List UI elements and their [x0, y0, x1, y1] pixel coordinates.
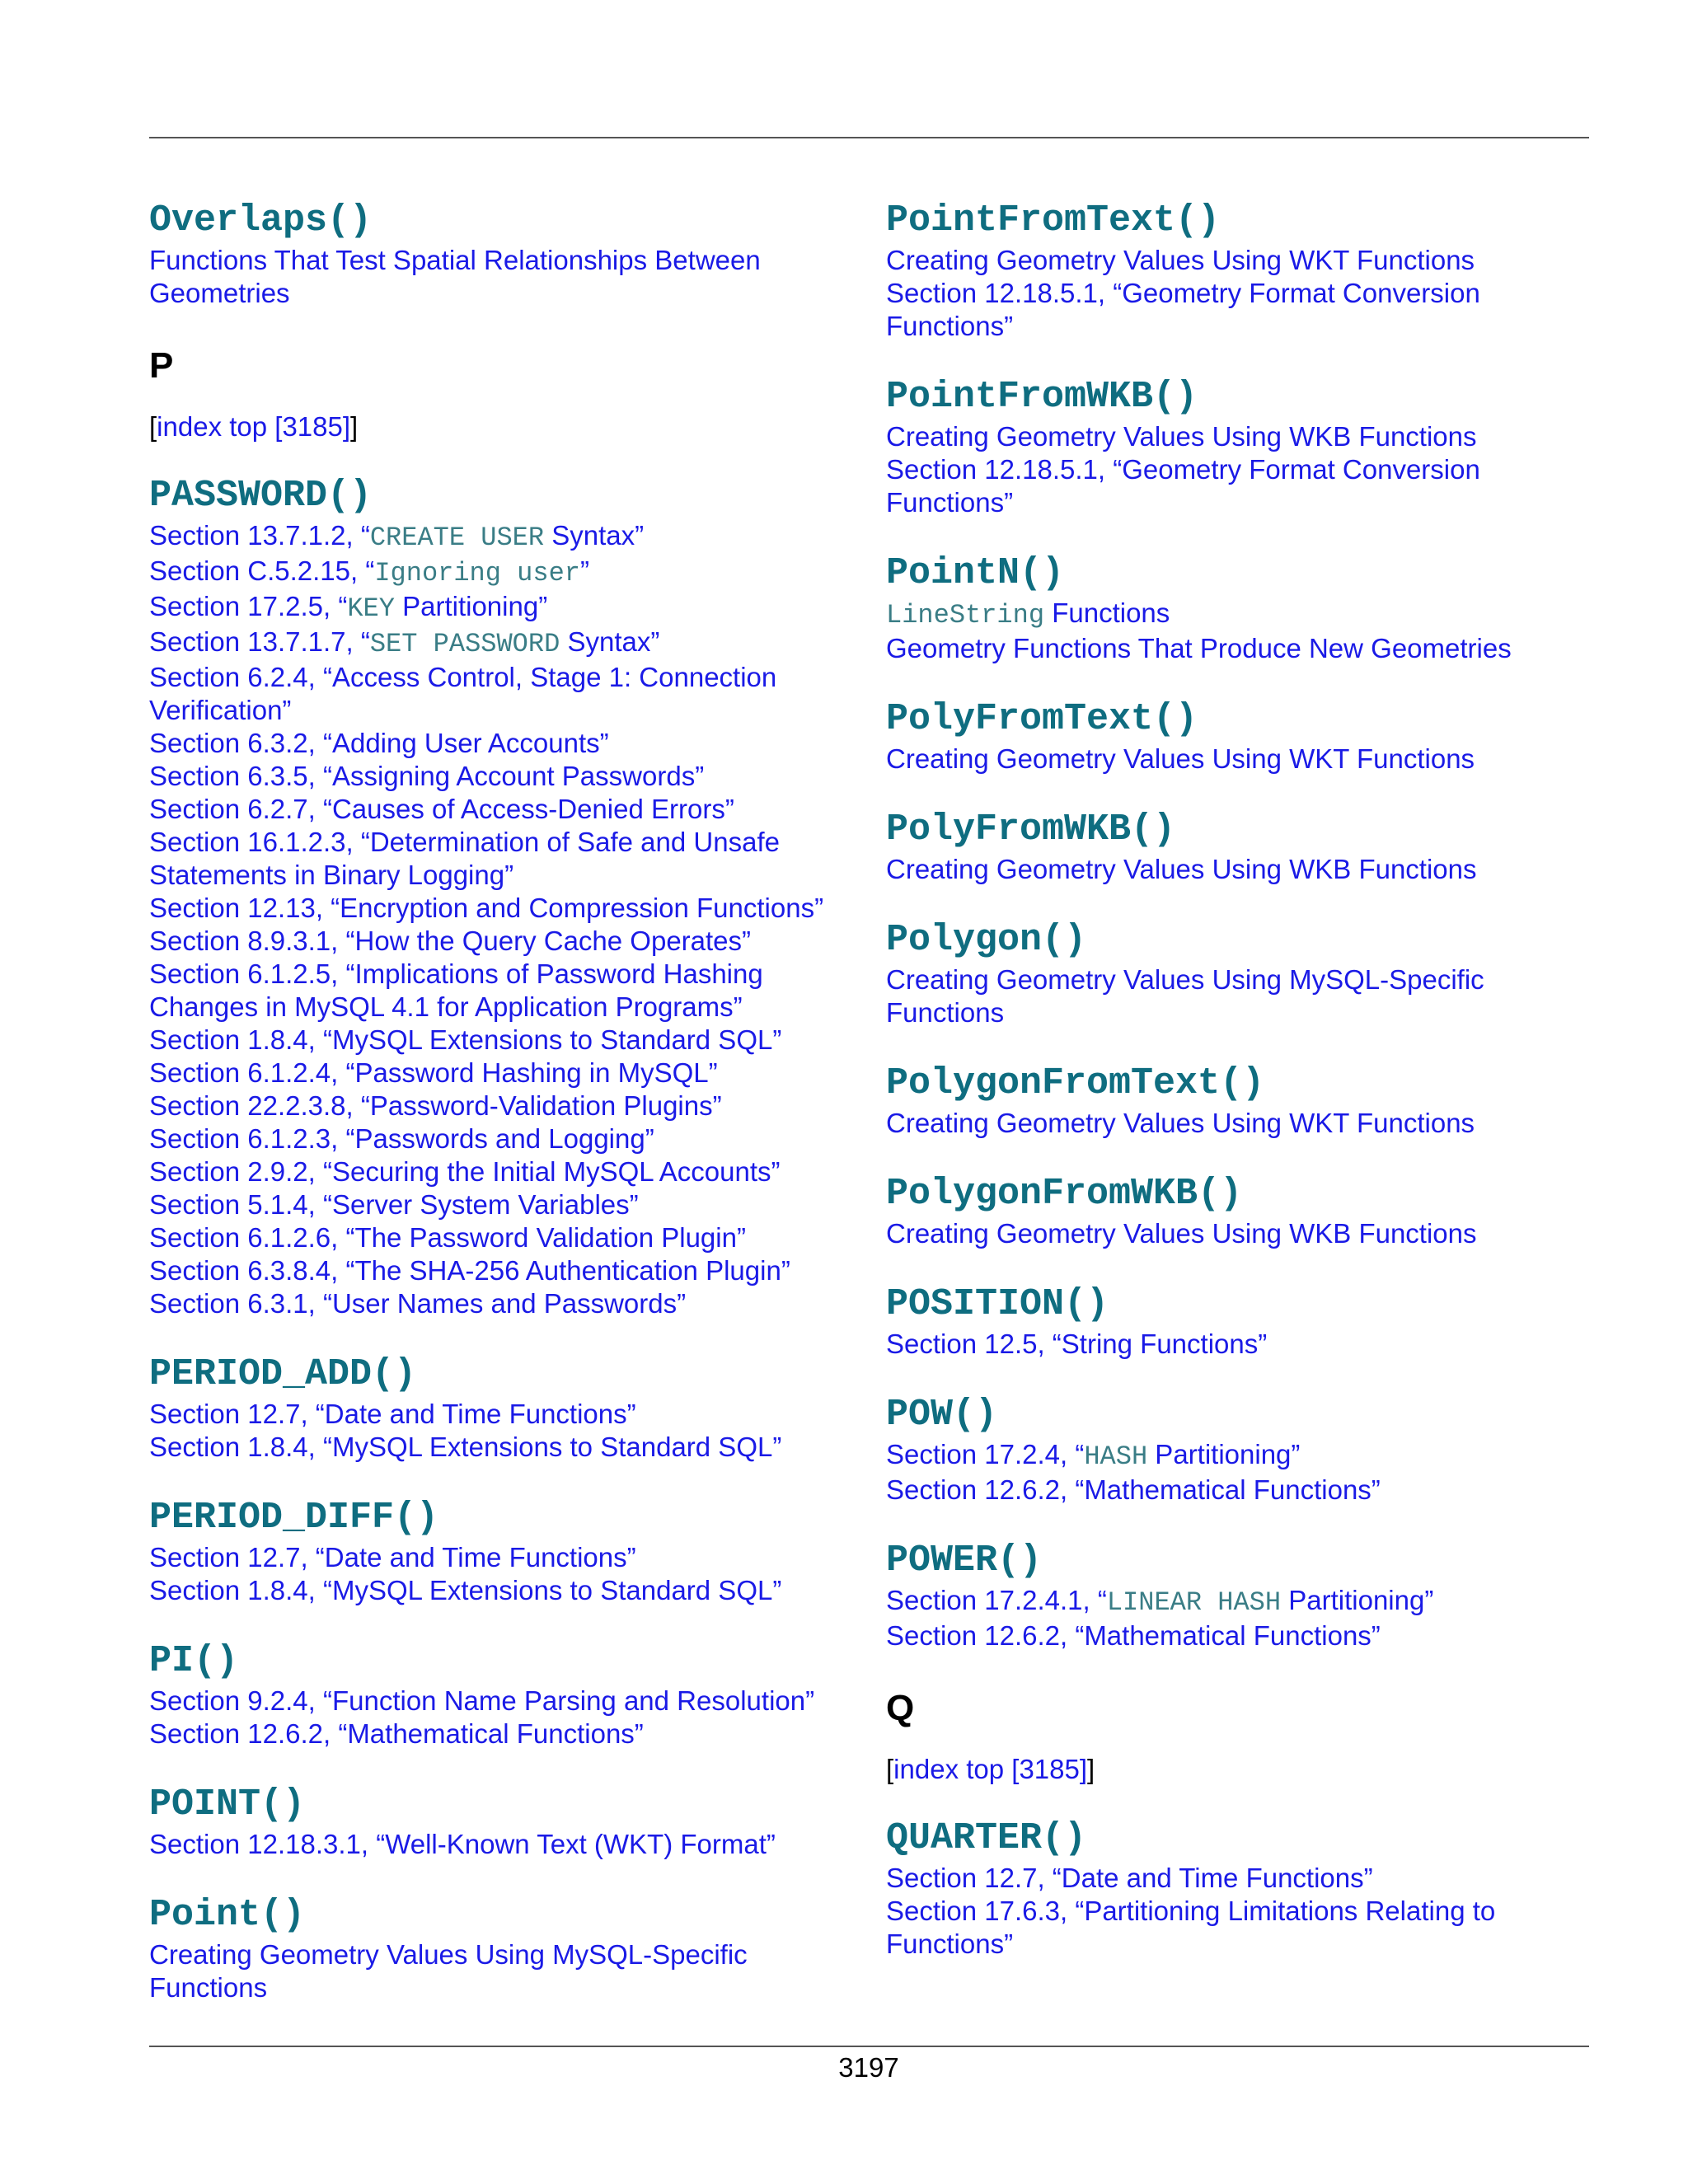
index-ref-link[interactable]: Functions”: [886, 311, 1014, 341]
index-ref-link[interactable]: Section 1.8.4, “MySQL Extensions to Standard SQL”: [149, 1024, 782, 1055]
index-ref-link[interactable]: Creating Geometry Values Using WKT Functions: [886, 245, 1475, 275]
index-ref-link[interactable]: Functions”: [886, 487, 1014, 518]
index-ref-link[interactable]: Functions That Test Spatial Relationships Between: [149, 245, 761, 275]
index-term: PolyFromText(): [886, 698, 1198, 740]
index-entry-point: [149, 1892, 858, 2004]
index-ref-link[interactable]: Section 6.3.2, “Adding User Accounts”: [149, 728, 609, 758]
index-ref-link[interactable]: Section 6.2.7, “Causes of Access-Denied Errors”: [149, 794, 734, 824]
index-ref-link[interactable]: Section 12.7, “Date and Time Functions”: [886, 1863, 1373, 1893]
index-term: PointN(): [886, 552, 1065, 594]
index-ref-link[interactable]: Section 13.7.1.2, “CREATE USER Syntax”: [149, 520, 645, 553]
index-ref-link[interactable]: Creating Geometry Values Using MySQL-Specific: [149, 1939, 748, 1970]
index-column-right: [886, 198, 1611, 1992]
index-ref-link[interactable]: Section 12.6.2, “Mathematical Functions”: [886, 1620, 1381, 1651]
index-ref-link[interactable]: Section 22.2.3.8, “Password-Validation Plugins”: [149, 1090, 722, 1121]
index-entry-power: [886, 1538, 1611, 1652]
index-ref-link[interactable]: Creating Geometry Values Using WKT Functions: [886, 1108, 1475, 1138]
index-ref-link[interactable]: Section 12.5, “String Functions”: [886, 1329, 1268, 1359]
index-top-link[interactable]: index top [3185]: [893, 1754, 1088, 1784]
index-ref-link[interactable]: Geometry Functions That Produce New Geometries: [886, 633, 1512, 663]
index-entry-position: [886, 1282, 1611, 1361]
index-ref-link[interactable]: Section 1.8.4, “MySQL Extensions to Standard SQL”: [149, 1432, 782, 1462]
index-term: PASSWORD(): [149, 475, 373, 517]
index-ref-link[interactable]: Section 6.3.1, “User Names and Passwords”: [149, 1288, 687, 1319]
index-ref-link[interactable]: Section 12.18.5.1, “Geometry Format Conversion: [886, 278, 1480, 308]
index-ref-link[interactable]: Section 16.1.2.3, “Determination of Safe and Unsafe: [149, 827, 780, 857]
index-ref-link[interactable]: Section 17.2.4.1, “LINEAR HASH Partitioning”: [886, 1585, 1434, 1618]
index-ref-link[interactable]: Section 17.2.4, “HASH Partitioning”: [886, 1439, 1301, 1472]
index-entry-period-add: [149, 1352, 858, 1464]
index-term: POWER(): [886, 1540, 1043, 1582]
index-ref-link[interactable]: Creating Geometry Values Using WKB Functions: [886, 1218, 1477, 1249]
index-ref-link[interactable]: Section 8.9.3.1, “How the Query Cache Operates”: [149, 926, 752, 956]
index-ref-link[interactable]: Statements in Binary Logging”: [149, 860, 514, 890]
index-term: PERIOD_DIFF(): [149, 1497, 439, 1539]
index-entry-pointn: [886, 551, 1611, 665]
index-entry-period-diff: [149, 1495, 858, 1607]
index-ref-link[interactable]: Section 12.18.3.1, “Well-Known Text (WKT) Format”: [149, 1829, 776, 1859]
index-entry-password: [149, 473, 858, 1320]
index-ref-link[interactable]: Section 12.6.2, “Mathematical Functions”: [886, 1474, 1381, 1505]
index-term: PolyFromWKB(): [886, 808, 1176, 851]
index-ref-link[interactable]: Creating Geometry Values Using WKT Functions: [886, 743, 1475, 774]
index-entry-overlaps: [149, 198, 858, 310]
index-ref-link[interactable]: Section 12.7, “Date and Time Functions”: [149, 1542, 636, 1572]
index-ref-link[interactable]: Functions: [149, 1972, 268, 2003]
index-top-link[interactable]: index top [3185]: [157, 411, 351, 442]
index-ref-link[interactable]: Changes in MySQL 4.1 for Application Programs”: [149, 991, 743, 1022]
index-ref-link[interactable]: Section 1.8.4, “MySQL Extensions to Standard SQL”: [149, 1575, 782, 1605]
index-term: QUARTER(): [886, 1817, 1087, 1859]
index-ref-link[interactable]: Section 12.7, “Date and Time Functions”: [149, 1399, 636, 1429]
header-rule: [149, 137, 1589, 138]
index-entry-pointfromtext: [886, 198, 1611, 343]
index-ref-link[interactable]: Section 5.1.4, “Server System Variables”: [149, 1189, 639, 1220]
index-term: Point(): [149, 1894, 306, 1936]
index-entry-polyfromwkb: [886, 807, 1611, 886]
index-top-line: [index top [3185]]: [886, 1754, 1095, 1784]
index-ref-link[interactable]: Section 17.6.3, “Partitioning Limitations Relating to: [886, 1896, 1496, 1926]
index-entry-quarter: [886, 1816, 1611, 1961]
index-entry-pow: [886, 1392, 1611, 1507]
index-term: PolygonFromText(): [886, 1062, 1265, 1104]
index-ref-link[interactable]: Section 17.2.5, “KEY Partitioning”: [149, 591, 548, 624]
index-column-left: [149, 198, 858, 2036]
index-term: POINT(): [149, 1783, 306, 1825]
index-ref-link[interactable]: Section 13.7.1.7, “SET PASSWORD Syntax”: [149, 626, 660, 659]
index-term: Polygon(): [886, 919, 1087, 961]
index-ref-link[interactable]: Section 2.9.2, “Securing the Initial MySQL Accounts”: [149, 1156, 781, 1187]
index-ref-link[interactable]: Section 6.3.8.4, “The SHA-256 Authentication Plugin”: [149, 1255, 790, 1286]
index-ref-link[interactable]: Section 9.2.4, “Function Name Parsing and Resolution”: [149, 1685, 815, 1716]
index-term: PointFromText(): [886, 199, 1221, 241]
index-ref-link[interactable]: Functions: [886, 997, 1005, 1028]
index-entry-polygonfromtext: [886, 1061, 1611, 1140]
index-term: PERIOD_ADD(): [149, 1353, 417, 1395]
index-term: PointFromWKB(): [886, 376, 1198, 418]
index-letter-heading: Q: [886, 1688, 915, 1728]
index-entry-pi: [149, 1638, 858, 1750]
index-ref-link[interactable]: Creating Geometry Values Using MySQL-Specific: [886, 964, 1484, 995]
index-ref-link[interactable]: Section 6.2.4, “Access Control, Stage 1: Connection: [149, 662, 777, 692]
index-ref-link[interactable]: Section 6.1.2.6, “The Password Validation Plugin”: [149, 1222, 746, 1253]
index-term: PolygonFromWKB(): [886, 1173, 1243, 1215]
index-term: Overlaps(): [149, 199, 373, 241]
index-ref-link[interactable]: Section 6.1.2.4, “Password Hashing in MySQL”: [149, 1057, 718, 1088]
index-ref-link[interactable]: Section C.5.2.15, “Ignoring user”: [149, 555, 589, 588]
index-entry-point-upper: [149, 1782, 858, 1861]
index-ref-link[interactable]: Section 6.3.5, “Assigning Account Passwords”: [149, 761, 705, 791]
index-term: POW(): [886, 1394, 998, 1436]
index-term: POSITION(): [886, 1283, 1109, 1325]
index-ref-link[interactable]: Creating Geometry Values Using WKB Functions: [886, 854, 1477, 884]
index-entry-polyfromtext: [886, 696, 1611, 776]
index-ref-link[interactable]: Section 12.6.2, “Mathematical Functions”: [149, 1718, 644, 1749]
index-term: PI(): [149, 1640, 239, 1682]
index-top-line: [index top [3185]]: [149, 411, 359, 442]
page-number: 3197: [838, 2052, 899, 2083]
index-ref-link[interactable]: Section 12.13, “Encryption and Compression Functions”: [149, 893, 824, 923]
index-ref-link[interactable]: Verification”: [149, 695, 292, 725]
index-ref-link[interactable]: LineString Functions: [886, 598, 1170, 630]
index-entry-pointfromwkb: [886, 374, 1611, 519]
index-letter-heading: P: [149, 345, 174, 386]
index-entry-polygon: [886, 917, 1611, 1029]
index-ref-link[interactable]: Functions”: [886, 1929, 1014, 1959]
index-entry-polygonfromwkb: [886, 1171, 1611, 1250]
index-ref-link[interactable]: Section 6.1.2.5, “Implications of Password Hashing: [149, 958, 763, 989]
index-ref-link[interactable]: Creating Geometry Values Using WKB Functions: [886, 421, 1477, 452]
index-ref-link[interactable]: Section 12.18.5.1, “Geometry Format Conversion: [886, 454, 1480, 485]
index-ref-link[interactable]: Section 6.1.2.3, “Passwords and Logging”: [149, 1123, 654, 1154]
index-ref-link[interactable]: Geometries: [149, 278, 290, 308]
